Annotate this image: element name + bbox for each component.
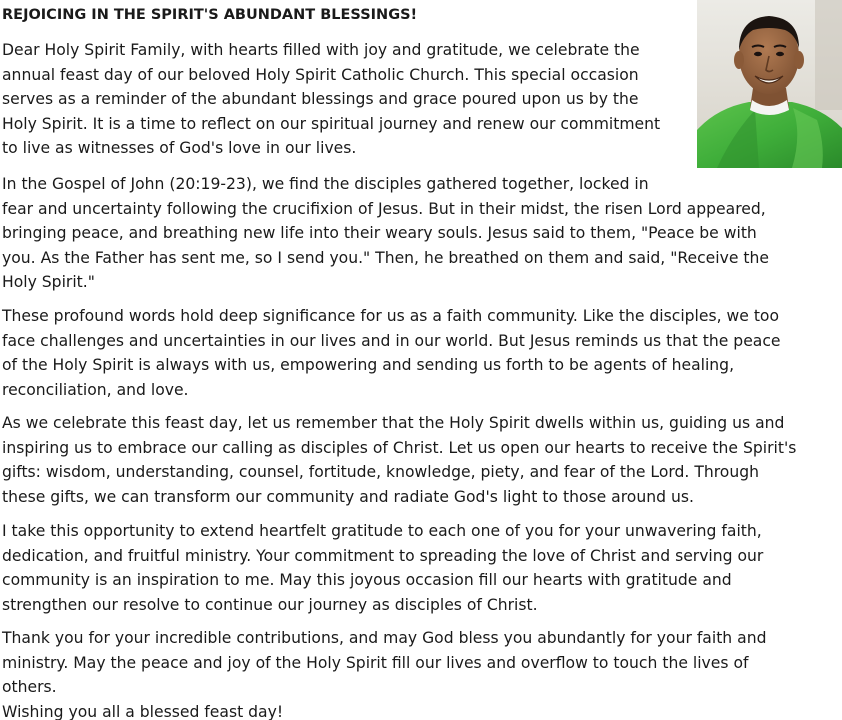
paragraph-line: strengthen our resolve to continue our journey as disciples of Christ.: [2, 595, 538, 614]
paragraph-line: you. As the Father has sent me, so I send you." Then, he breathed on them and said, "Receive the: [2, 248, 769, 267]
paragraph-line: reconciliation, and love.: [2, 380, 189, 399]
paragraph-5: [2, 519, 840, 617]
paragraph-line: bringing peace, and breathing new life into their weary souls. Jesus said to them, "Peace be with: [2, 224, 757, 242]
paragraph-line: These profound words hold deep significance for us as a faith community. Like the disciples, we too: [2, 307, 780, 325]
paragraph-line: Holy Spirit. It is a time to reflect on our spiritual journey and renew our commitment: [2, 114, 661, 133]
paragraph-6: [2, 626, 840, 700]
paragraph-line: ministry. May the peace and joy of the Holy Spirit fill our lives and overflow to touch the lives of: [2, 653, 749, 672]
paragraph-line: serves as a reminder of the abundant blessings and grace poured upon us by the: [2, 90, 639, 108]
paragraph-line: fear and uncertainty following the crucifixion of Jesus. But in their midst, the risen Lord appeared,: [2, 199, 766, 218]
paragraph-line: inspiring us to embrace our calling as disciples of Christ. Let us open our hearts to receive the Spirit's: [2, 438, 797, 457]
pastor-portrait-image: [697, 0, 842, 168]
paragraph-4: [2, 411, 840, 509]
paragraph-3: [2, 304, 840, 402]
closing-line: Wishing you all a blessed feast day!: [2, 703, 284, 720]
paragraph-line: Thank you for your incredible contributions, and may God bless you abundantly for your faith and: [2, 629, 767, 647]
paragraph-line: In the Gospel of John (20:19-23), we find the disciples gathered together, locked in: [2, 175, 649, 193]
pastor-photo: [697, 0, 842, 168]
paragraph-line: of the Holy Spirit is always with us, empowering and sending us forth to be agents of healing,: [2, 356, 735, 374]
paragraph-line: gifts: wisdom, understanding, counsel, fortitude, knowledge, piety, and fear of the Lord. Through: [2, 463, 759, 481]
paragraph-line: others.: [2, 678, 57, 696]
paragraph-line: Dear Holy Spirit Family, with hearts filled with joy and gratitude, we celebrate the: [2, 41, 640, 59]
paragraph-line: I take this opportunity to extend heartfelt gratitude to each one of you for your unwavering faith,: [2, 522, 762, 540]
paragraph-line: annual feast day of our beloved Holy Spirit Catholic Church. This special occasion: [2, 65, 639, 84]
letter-heading: REJOICING IN THE SPIRIT'S ABUNDANT BLESSINGS!: [2, 7, 418, 23]
paragraph-line: these gifts, we can transform our community and radiate God's light to those around us.: [2, 487, 694, 506]
paragraph-line: Holy Spirit.": [2, 273, 95, 291]
paragraph-line: community is an inspiration to me. May this joyous occasion fill our hearts with gratitude and: [2, 571, 732, 589]
paragraph-line: dedication, and fruitful ministry. Your commitment to spreading the love of Christ and serving our: [2, 546, 764, 565]
paragraph-line: face challenges and uncertainties in our lives and in our world. But Jesus reminds us that the peace: [2, 331, 781, 350]
paragraph-line: to live as witnesses of God's love in our lives.: [2, 139, 357, 157]
paragraph-2: [2, 172, 840, 295]
paragraph-1: [2, 38, 692, 161]
paragraph-line: As we celebrate this feast day, let us remember that the Holy Spirit dwells within us, guiding us and: [2, 414, 785, 432]
